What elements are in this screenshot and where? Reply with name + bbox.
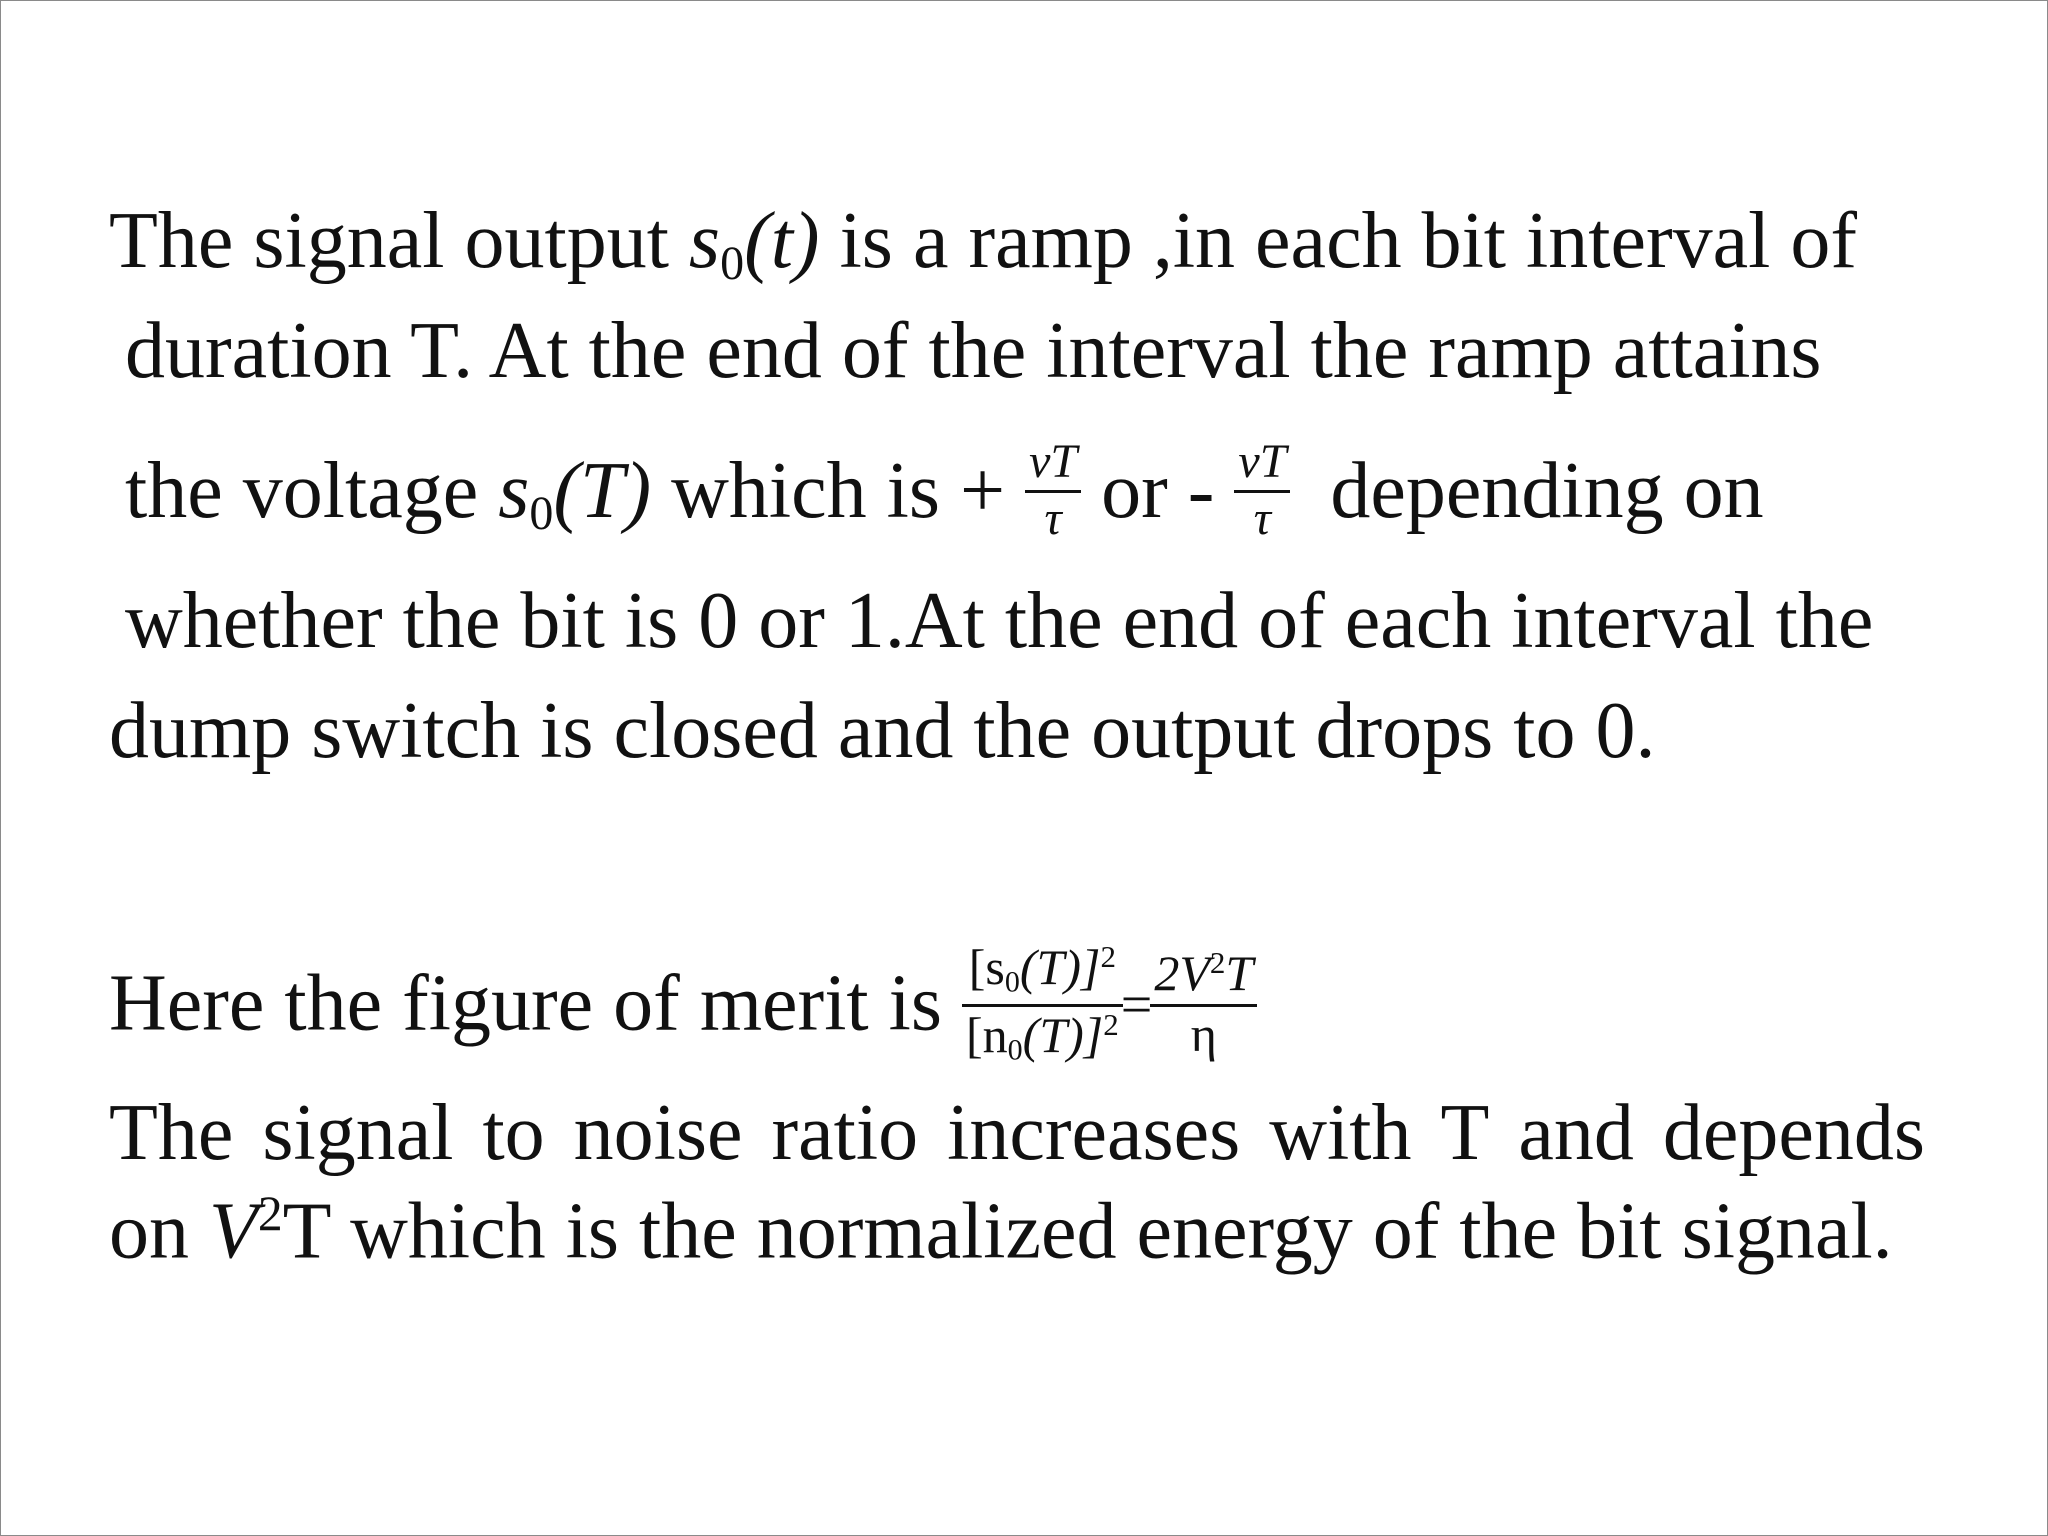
math-subscript: 0 [1004,965,1020,999]
fraction-denominator: τ [1044,492,1062,545]
word: signal [262,1089,454,1177]
fraction-rhs [1150,945,1257,1063]
para3-line1 [109,1089,1925,1177]
para1-line3 [125,435,1764,551]
math-text: T [1225,945,1254,1002]
fraction-numerator [962,941,1123,1007]
text: on [109,1187,209,1276]
math-text: 2V [1154,945,1210,1002]
math-s0t [688,197,820,290]
text: which is + [651,446,1026,535]
word: with [1269,1089,1412,1177]
text: the voltage [125,446,499,535]
para1-line1 [109,197,1857,290]
para1-line5: dump switch is closed and the output drops to 0. [109,687,1656,775]
fraction-denominator: η [1190,1006,1217,1063]
word: depends [1662,1089,1925,1177]
math-superscript: 2 [1103,1006,1119,1042]
text: or - [1081,446,1235,535]
math-subscript: 0 [720,237,745,290]
math-var: V [209,1187,258,1276]
word: increases [947,1089,1241,1177]
para3-line2 [109,1186,1893,1276]
text: T which is the normalized energy of the bit signal. [282,1187,1893,1276]
fraction-merit [962,941,1123,1065]
fraction-numerator: vT [1234,438,1290,493]
para1-line4: whether the bit is 0 or 1.At the end of each interval the [125,577,1874,665]
math-text: (T)] [1019,939,1101,996]
fraction-numerator: vT [1025,438,1081,493]
word: noise [573,1089,743,1177]
math-subscript: 0 [1007,1033,1023,1067]
math-superscript: 2 [257,1186,283,1241]
text: is a ramp ,in each bit interval of [819,197,1857,285]
math-arg: (T) [553,446,652,535]
word: to [482,1089,545,1177]
text: Here the figure of merit is [109,959,963,1048]
fraction-plus [1025,435,1081,545]
fraction-numerator [1150,947,1257,1007]
fraction-minus [1234,435,1290,545]
word: The [109,1089,234,1177]
math-subscript: 0 [529,486,554,540]
math-s0T [498,446,652,540]
para2-line1 [109,939,1257,1073]
text: The signal output [109,197,689,285]
word: and [1518,1089,1634,1177]
math-superscript: 2 [1100,939,1116,974]
math-var: s [498,446,530,535]
word: T [1440,1089,1490,1177]
math-var: s [688,197,721,285]
math-text: (T)] [1022,1006,1104,1063]
text: depending on [1290,446,1764,535]
math-superscript: 2 [1209,945,1226,981]
para1-line2: duration T. At the end of the interval the ramp attains [125,307,1822,395]
fraction-denominator [962,1007,1123,1066]
equals-sign: = [1120,974,1153,1037]
word: ratio [771,1089,919,1177]
math-text: [n [966,1006,1008,1063]
fraction-denominator: τ [1253,492,1271,545]
math-arg: (t) [744,197,820,285]
math-text: [s [968,939,1005,996]
